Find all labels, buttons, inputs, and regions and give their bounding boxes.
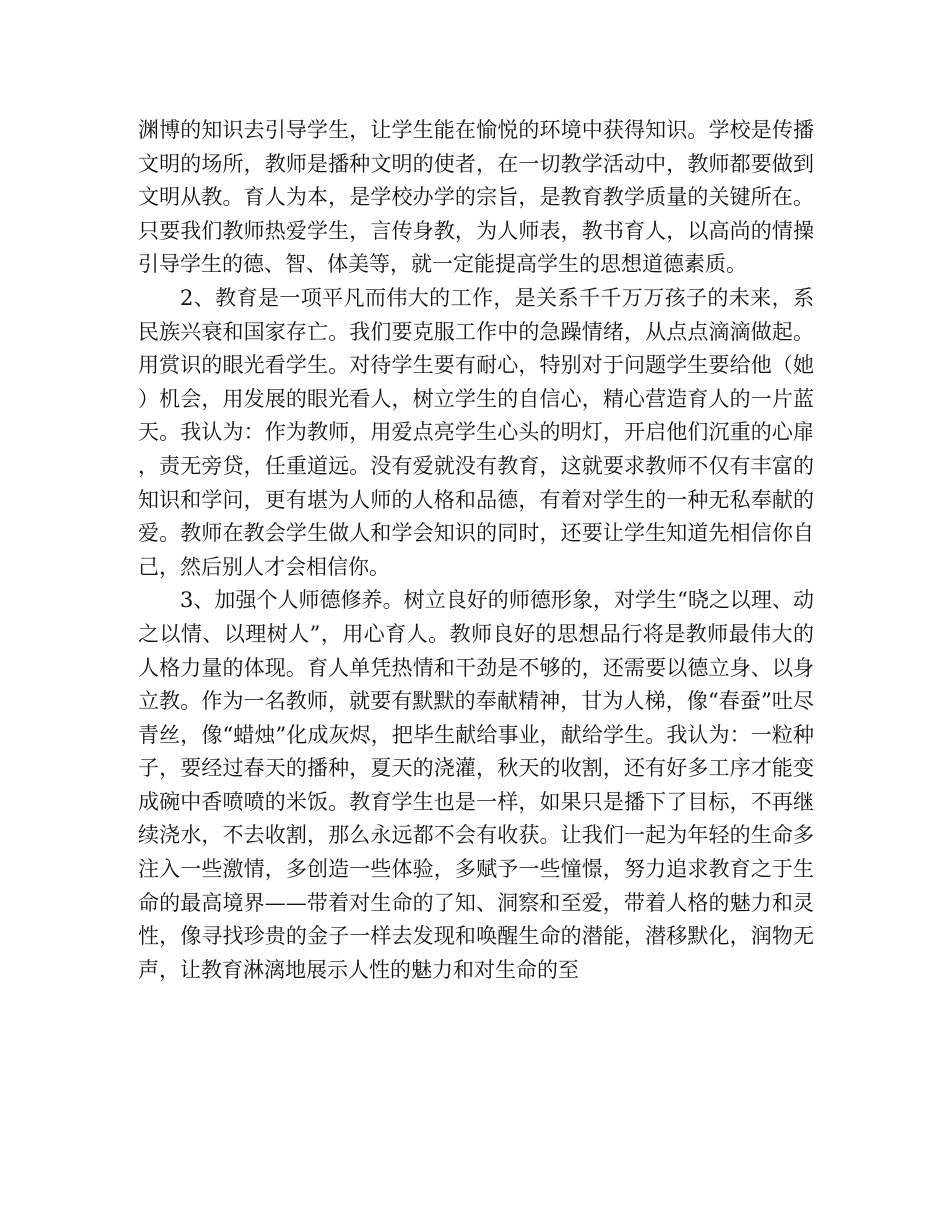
document-body <box>138 114 814 987</box>
paragraph-point-3: 3、加强个人师德修养。树立良好的师德形象，对学生“晓之以理、动之以情、以理树人”，用心育人。教师良好的思想品行将是教师最伟大的人格力量的体现。育人单凭热情和干劲是不够的，还需要以德立身、以身立教。作为一名教师，就要有默默的奉献精神，甘为人梯，像“春蚕”吐尽青丝，像“蜡烛”化成灰烬，把毕生献给事业，献给学生。我认为：一粒种子，要经过春天的播种，夏天的浇灌，秋天的收割，还有好多工序才能变成碗中香喷喷的米饭。教育学生也是一样，如果只是播下了目标，不再继续浇水，不去收割，那么永远都不会有收获。让我们一起为年轻的生命多注入一些激情，多创造一些体验，多赋予一些憧憬，努力追求教育之于生命的最高境界——带着对生命的了知、洞察和至爱，带着人格的魅力和灵性，像寻找珍贵的金子一样去发现和唤醒生命的潜能，潜移默化，润物无声，让教育淋漓地展示人性的魅力和对生命的至 <box>138 588 814 982</box>
paragraph-continuation: 渊博的知识去引导学生，让学生能在愉悦的环境中获得知识。学校是传播文明的场所，教师是播种文明的使者，在一切教学活动中，教师都要做到文明从教。育人为本，是学校办学的宗旨，是教育教学质量的关键所在。只要我们教师热爱学生，言传身教，为人师表，教书育人，以高尚的情操引导学生的德、智、体美等，就一定能提高学生的思想道德素质。 <box>138 118 814 277</box>
paragraph-point-2: 2、教育是一项平凡而伟大的工作，是关系千千万万孩子的未来，系民族兴衰和国家存亡。我们要克服工作中的急躁情绪，从点点滴滴做起。用赏识的眼光看学生。对待学生要有耐心，特别对于问题学生要给他（她）机会，用发展的眼光看人，树立学生的自信心，精心营造育人的一片蓝天。我认为：作为教师，用爱点亮学生心头的明灯，开启他们沉重的心扉，责无旁贷，任重道远。没有爱就没有教育，这就要求教师不仅有丰富的知识和学问，更有堪为人师的人格和品德，有着对学生的一种无私奉献的爱。教师在教会学生做人和学会知识的同时，还要让学生知道先相信你自己，然后别人才会相信你。 <box>138 285 814 579</box>
